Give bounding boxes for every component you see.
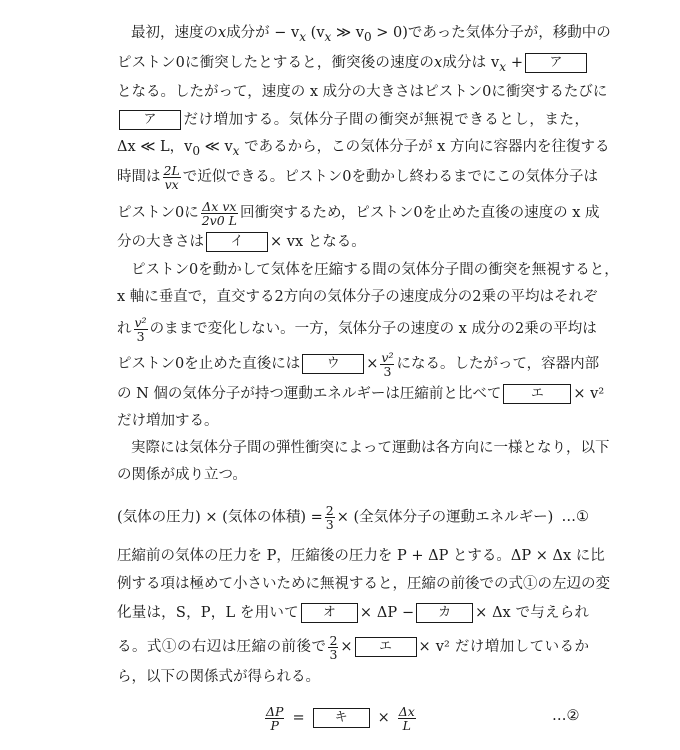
fraction: $\frac{2L}{vx}$ [163, 162, 180, 192]
text-line: Δx ≪ L，$v_0$ ≪ $v_x$ であるから，この気体分子が x 方向に容器内を往復する [117, 139, 610, 158]
text-line: 最初，速度のx成分が − $v_x$ ($v_x$ ≫ $v_0 > 0$)であった気体分子が，移動中の [131, 25, 611, 44]
fraction: $\frac{\text{v²}}{3}$ [381, 349, 394, 379]
text-line: の N 個の気体分子が持つ運動エネルギーは圧縮前と比べて エ × v² [117, 386, 605, 402]
text-line: ピストン0に衝突したとすると，衝突後の速度のx成分は $v_x$ + ア [117, 52, 589, 74]
text-line: 分の大きさは イ × vx となる。 [117, 234, 366, 250]
answer-box-e[interactable]: エ [355, 637, 417, 657]
answer-box-o[interactable]: オ [301, 603, 358, 623]
text-line: ピストン0を動かして気体を圧縮する間の気体分子間の衝突を無視すると， [131, 262, 619, 278]
answer-box-i[interactable]: イ [206, 232, 268, 252]
text-line: ら，以下の関係式が得られる。 [117, 669, 320, 685]
text-line: となる。したがって，速度の x 成分の大きさはピストン0に衝突するたびに [117, 84, 608, 100]
fraction: $\frac{\Delta P}{P}$ [266, 703, 284, 733]
answer-box-e[interactable]: エ [503, 384, 571, 404]
times-sign: × [377, 710, 390, 726]
text-line: 化量は，S，P，L を用いて オ × ΔP − カ × Δx で与えられ [117, 605, 589, 621]
answer-box-ka[interactable]: カ [416, 603, 473, 623]
text-line: だけ増加する。 [117, 413, 219, 429]
text-line: 実際には気体分子間の弾性衝突によって運動は各方向に一様となり，以下 [131, 440, 610, 456]
answer-box-ki[interactable]: キ [313, 708, 370, 728]
text-line: ピストン0を止めた直後には ウ × $\frac{\text{v²}}{3}$ になる。したがって，容器内部 [117, 349, 600, 379]
answer-box-a[interactable]: ア [525, 53, 587, 73]
text-line: ア だけ増加する。気体分子間の衝突が無視できるとし，また， [117, 109, 589, 131]
text-line: 例する項は極めて小さいために無視すると，圧縮の前後での式①の左辺の変 [117, 576, 610, 592]
fraction: $\frac{2}{3}$ [325, 502, 334, 532]
equation-label: …② [552, 708, 580, 724]
answer-box-u[interactable]: ウ [302, 354, 364, 374]
text-line: の関係が成り立つ。 [117, 467, 247, 483]
text-line: 圧縮前の気体の圧力を P，圧縮後の圧力を P + ΔP とする。ΔP × Δx に比 [117, 548, 605, 564]
fraction: $\frac{\text{Δx vx}}{2v0 L}$ [201, 198, 237, 228]
text-line: る。式①の右辺は圧縮の前後で $\frac{2}{3}$ × エ × v² だけ増加しているか [117, 632, 590, 662]
fraction: $\frac{\Delta x}{L}$ [398, 703, 415, 733]
text-line: 時間は $\frac{2L}{vx}$ で近似できる。ピストン0を動かし終わるまでにこの気体分子は [117, 162, 598, 192]
text-line: x 軸に垂直で，直交する2方向の気体分子の速度成分の2乗の平均はそれぞ [117, 289, 598, 305]
equals-sign: = [292, 710, 305, 726]
fraction: $\frac{\text{v²}}{3}$ [134, 314, 147, 344]
equation-label: …① [561, 509, 589, 525]
answer-box-a[interactable]: ア [119, 110, 181, 130]
fraction: $\frac{2}{3}$ [329, 632, 338, 662]
text-line: ピストン0に $\frac{\text{Δx vx}}{2v0 L}$ 回衝突するため，ピストン0を止めた直後の速度の x 成 [117, 198, 600, 228]
text-line: れ $\frac{\text{v²}}{3}$ のままで変化しない。一方，気体分子の速度の x 成分の2乗の平均は [117, 314, 597, 344]
equation-2 [263, 698, 418, 738]
equation-1: (気体の圧力) × (気体の体積) = $\frac{2}{3}$ × (全気体分子の運動エネルギー) …① [117, 502, 589, 532]
